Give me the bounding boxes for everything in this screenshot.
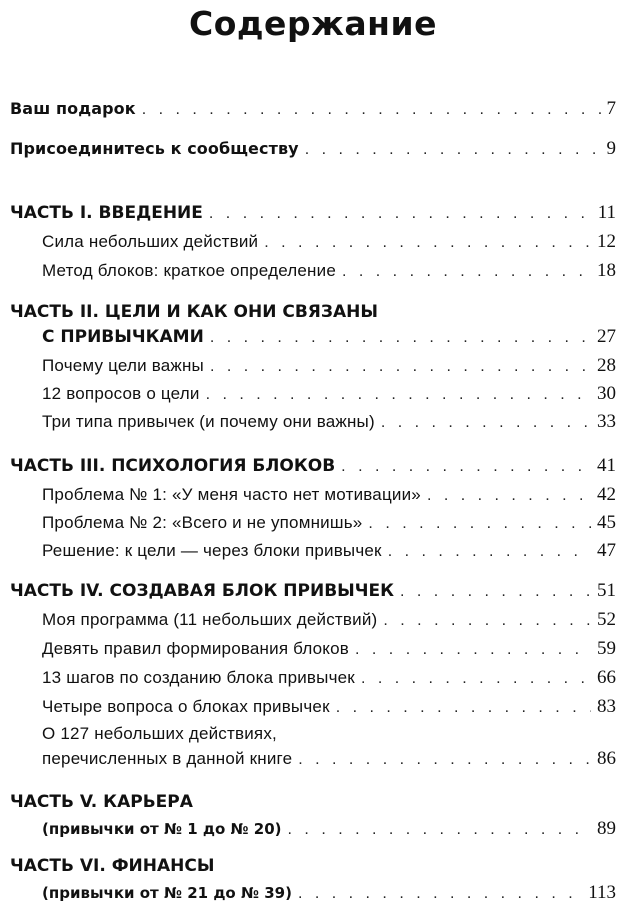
toc-entry[interactable] — [42, 540, 616, 562]
toc-part-entry[interactable] — [42, 882, 616, 904]
toc-page-number: 41 — [597, 455, 616, 476]
toc-page-number: 86 — [597, 748, 616, 769]
toc-part-entry[interactable] — [10, 455, 616, 477]
page-title: Содержание — [189, 4, 437, 43]
toc-entry[interactable] — [42, 411, 616, 433]
leader-dots — [264, 234, 591, 252]
toc-entry-title: С ПРИВЫЧКАМИ — [42, 327, 204, 347]
toc-page-number: 45 — [597, 512, 616, 533]
leader-dots — [209, 205, 592, 223]
toc-entry[interactable] — [10, 138, 616, 160]
toc-page-number: 52 — [597, 609, 616, 630]
leader-dots — [427, 487, 591, 505]
leader-dots — [368, 515, 591, 533]
leader-dots — [210, 329, 591, 347]
toc-page-number: 7 — [606, 98, 616, 119]
toc-page-number: 47 — [597, 540, 616, 561]
leader-dots — [388, 543, 591, 561]
toc-page-number: 18 — [597, 260, 616, 281]
toc-entry-title: Присоединитесь к сообществу — [10, 139, 299, 158]
leader-dots — [142, 101, 601, 119]
toc-entry[interactable] — [42, 355, 616, 377]
toc-entry-title: Ваш подарок — [10, 99, 136, 118]
toc-page-number: 9 — [606, 138, 616, 159]
toc-page-number: 42 — [597, 484, 616, 505]
toc-entry-title: 12 вопросов о цели — [42, 384, 200, 403]
toc-entry-title: Почему цели важны — [42, 356, 204, 375]
toc-entry[interactable] — [42, 696, 616, 718]
toc-entry-title: Четыре вопроса о блоках привычек — [42, 697, 330, 716]
toc-entry[interactable] — [42, 748, 616, 770]
toc-entry-title-line1: О 127 небольших действиях, — [42, 724, 277, 743]
toc-entry-title: Проблема № 1: «У меня часто нет мотивации» — [42, 485, 421, 504]
toc-entry[interactable] — [42, 609, 616, 631]
toc-page-number: 59 — [597, 638, 616, 659]
toc-entry-title: Решение: к цели — через блоки привычек — [42, 541, 382, 560]
toc-page-number: 113 — [588, 882, 616, 903]
leader-dots — [381, 414, 591, 432]
toc-page-number: 11 — [597, 202, 616, 223]
toc-page-number: 66 — [597, 667, 616, 688]
toc-part-entry[interactable] — [10, 580, 616, 602]
leader-dots — [305, 141, 601, 159]
leader-dots — [355, 641, 591, 659]
toc-entry-title: ЧАСТЬ III. ПСИХОЛОГИЯ БЛОКОВ — [10, 456, 336, 476]
toc-page-number: 27 — [597, 326, 616, 347]
toc-entry[interactable] — [42, 260, 616, 282]
toc-entry-title: Проблема № 2: «Всего и не упомнишь» — [42, 513, 363, 532]
toc-entry[interactable] — [42, 383, 616, 405]
toc-entry-title: Метод блоков: краткое определение — [42, 261, 336, 280]
leader-dots — [206, 386, 591, 404]
toc-entry[interactable] — [42, 231, 616, 253]
toc-page-number: 89 — [597, 818, 616, 839]
toc-entry-title: Сила небольших действий — [42, 232, 259, 251]
leader-dots — [341, 458, 591, 476]
toc-entry[interactable] — [42, 638, 616, 660]
toc-entry[interactable] — [42, 512, 616, 534]
toc-entry-title: ЧАСТЬ IV. СОЗДАВАЯ БЛОК ПРИВЫЧЕК — [10, 581, 395, 601]
toc-part-title-line1: ЧАСТЬ V. КАРЬЕРА — [10, 792, 193, 812]
toc-entry-title: ЧАСТЬ I. ВВЕДЕНИЕ — [10, 203, 203, 223]
toc-entry-title: Девять правил формирования блоков — [42, 639, 350, 658]
toc-entry[interactable] — [42, 667, 616, 689]
toc-part-entry[interactable] — [42, 326, 616, 348]
leader-dots — [342, 263, 591, 281]
toc-entry-title: (привычки от № 1 до № 20) — [42, 820, 282, 838]
leader-dots — [400, 583, 591, 601]
toc-entry[interactable] — [10, 98, 616, 120]
toc-part-entry[interactable] — [42, 818, 616, 840]
toc-part-title-line1: ЧАСТЬ VI. ФИНАНСЫ — [10, 856, 215, 876]
toc-entry-title: Три типа привычек (и почему они важны) — [42, 412, 375, 431]
toc-page-number: 33 — [597, 411, 616, 432]
toc-page-number: 83 — [597, 696, 616, 717]
toc-entry[interactable] — [42, 484, 616, 506]
toc-page-number: 30 — [597, 383, 616, 404]
leader-dots — [383, 612, 591, 630]
leader-dots — [210, 358, 591, 376]
leader-dots — [361, 670, 591, 688]
toc-entry-title: Моя программа (11 небольших действий) — [42, 610, 378, 629]
toc-part-entry[interactable] — [10, 202, 616, 224]
leader-dots — [298, 885, 582, 903]
toc-page-number: 28 — [597, 355, 616, 376]
toc-entry-title: 13 шагов по созданию блока привычек — [42, 668, 355, 687]
toc-part-title-line1: ЧАСТЬ II. ЦЕЛИ И КАК ОНИ СВЯЗАНЫ — [10, 302, 378, 322]
leader-dots — [336, 699, 591, 717]
toc-page-number: 12 — [597, 231, 616, 252]
leader-dots — [298, 751, 591, 769]
toc-entry-title: перечисленных в данной книге — [42, 749, 293, 768]
toc-entry-title: (привычки от № 21 до № 39) — [42, 884, 292, 902]
toc-page-number: 51 — [597, 580, 616, 601]
leader-dots — [288, 821, 591, 839]
